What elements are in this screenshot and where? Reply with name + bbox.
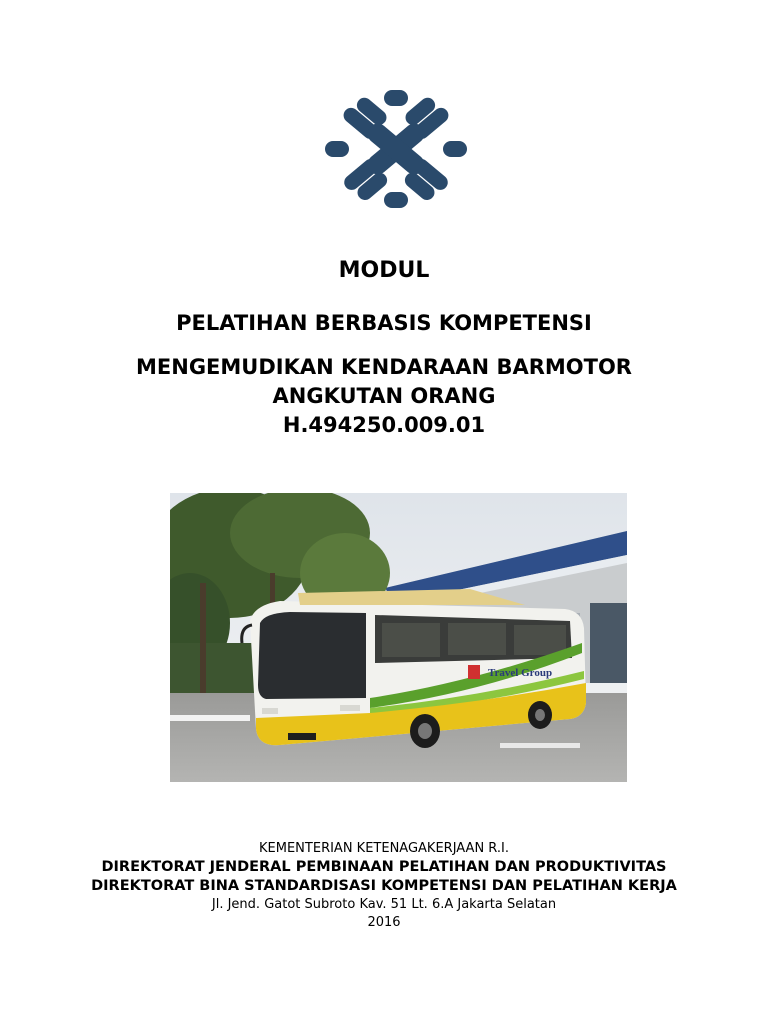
- unit-title: [0, 353, 768, 440]
- bus-photo: [170, 493, 627, 782]
- unit-title-line2: ANGKUTAN ORANG: [272, 384, 496, 408]
- ministry-name: KEMENTERIAN KETENAGAKERJAAN R.I.: [259, 841, 509, 856]
- directorate-general-name: DIREKTORAT JENDERAL PEMBINAAN PELATIHAN DAN PRODUKTIVITAS: [101, 859, 667, 875]
- unit-code: H.494250.009.01: [282, 413, 486, 437]
- address: Jl. Jend. Gatot Subroto Kav. 51 Lt. 6.A Jakarta Selatan: [211, 897, 557, 912]
- unit-title-line1: MENGEMUDIKAN KENDARAAN BARMOTOR: [136, 355, 632, 379]
- bus-illustration: [170, 493, 627, 782]
- publisher-block: [0, 840, 768, 932]
- ministry-logo-icon: [323, 88, 469, 210]
- directorate-name: DIREKTORAT BINA STANDARDISASI KOMPETENSI DAN PELATIHAN KERJA: [91, 878, 677, 894]
- program-heading: PELATIHAN BERBASIS KOMPETENSI: [176, 311, 592, 335]
- document-type-heading: MODUL: [338, 258, 430, 283]
- bus-livery-text: Travel Group: [488, 667, 553, 679]
- publication-year: 2016: [367, 915, 401, 930]
